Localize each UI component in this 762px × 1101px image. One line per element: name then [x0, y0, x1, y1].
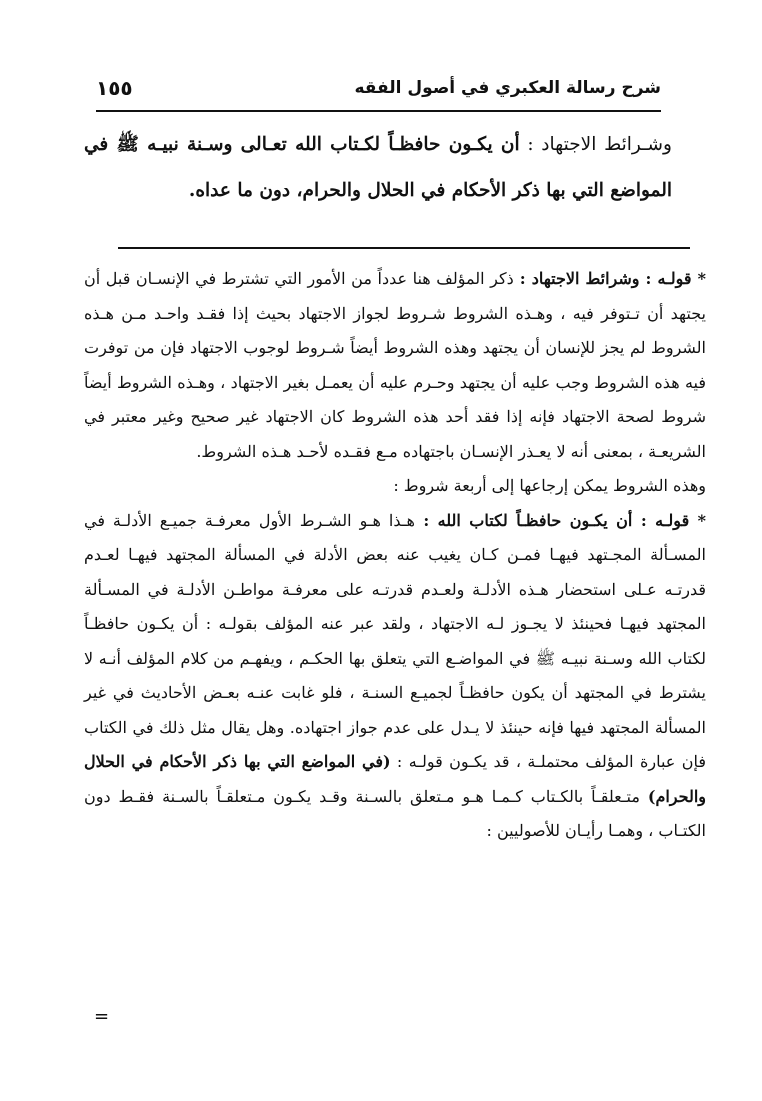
commentary: [84, 262, 706, 849]
commentary-3-marker: * قولـه : أن يكـون حافظـاً لكتاب الله :: [414, 510, 707, 530]
main-paragraph-lead: وشـرائط الاجتهاد :: [519, 134, 672, 155]
main-paragraph: [84, 122, 704, 214]
commentary-2-text: وهذه الشروط يمكن إرجاعها إلى أربعة شروط :: [393, 476, 706, 495]
continuation-mark: =: [94, 1006, 110, 1027]
main-paragraph-body: أن يكـون حافظـاً لكـتاب الله تعـالى وسـنة نبيـه ﷺ في المواضع التي بها ذكر الأحكام في الحلال والحرام، دون ما عداه.: [84, 134, 672, 201]
commentary-1-marker: * قولـه : وشرائط الاجتهاد :: [513, 269, 706, 288]
page-header: [96, 76, 661, 112]
commentary-paragraph-1: [84, 262, 706, 469]
commentary-paragraph-3: [84, 504, 706, 849]
commentary-3-quote: (في المواضع التي بها ذكر الأحكام في الحلال والحرام): [84, 752, 706, 806]
header-title: شرح رسالة العكبري في أصول الفقه: [354, 78, 661, 98]
page-number: ١٥٥: [96, 76, 133, 100]
footnote-divider: [118, 247, 690, 249]
commentary-3-text: هـذا هـو الشـرط الأول معرفـة جميـع الأدلـة في المسـألة المجـتهد فيهـا فمـن كـان يغيب عنه بعض الأدلة في المسألة المجتهد فيهـا لعـدم قدرتـه عـلى استحضار هـذه الأدلـة ولعـدم قدرتـه على معرفـة مواطـن الأدلـة في المسـألة المجتهد فيهـا فحينئذ لا يجـوز لـه الاجتهاد ، ولقد عبر عنه المؤلف بقولـه : أن يكـون حافظـاً لكتاب الله وسـنة نبيـه ﷺ في المواضـع التي يتعلق بها الحكـم ، ويفهـم من كلام المؤلف أنـه لا يشترط في المجتهد أن يكون حافظـاً لجميـع السنـة ، فلو غابت عنـه بعـض الأحاديث في غير المسألة المجتهد فيها فإنه حينئذ لا يـدل على عدم جواز اجتهاده. وهل يقال مثل ذلك في الكتاب فإن عبارة المؤلف محتملـة ، قد يكـون قولـه :: [84, 510, 706, 771]
commentary-1-text: ذكر المؤلف هنا عدداً من الأمور التي تشترط في الإنسـان قبل أن يجتهد أن تـتوفر فيه ، وهـذه الشروط شـروط لجواز الاجتهاد بحيث إذا فقـد واحـد مـن هـذه الشروط لم يجز للإنسان أن يجتهد وهذه الشروط أيضاً شـروط لوجوب الاجتهاد فإن من توفرت فيه هذه الشروط وجب عليه أن يجتهد وحـرم عليه أن يعمـل بغير الاجتهاد ، وهـذه الشروط أيضاً شروط لصحة الاجتهاد فإنه إذا فقد أحد هذه الشروط كان الاجتهاد غير صحيح وغير معتبر في الشريعـة ، بمعنى أنه لا يعـذر الإنسـان باجتهاده مـع فقـده لأحـد هـذه الشروط.: [84, 269, 707, 461]
main-text: [84, 122, 704, 214]
commentary-paragraph-2: [84, 469, 706, 504]
commentary-3-end: متـعلقـاً بالكـتاب كـمـا هـو مـتعلق بالسـنة وقـد يكـون مـتعلقـاً بالسـنة فقـط دون الكتـاب ، وهمـا رأيـان للأصوليين :: [84, 786, 706, 840]
